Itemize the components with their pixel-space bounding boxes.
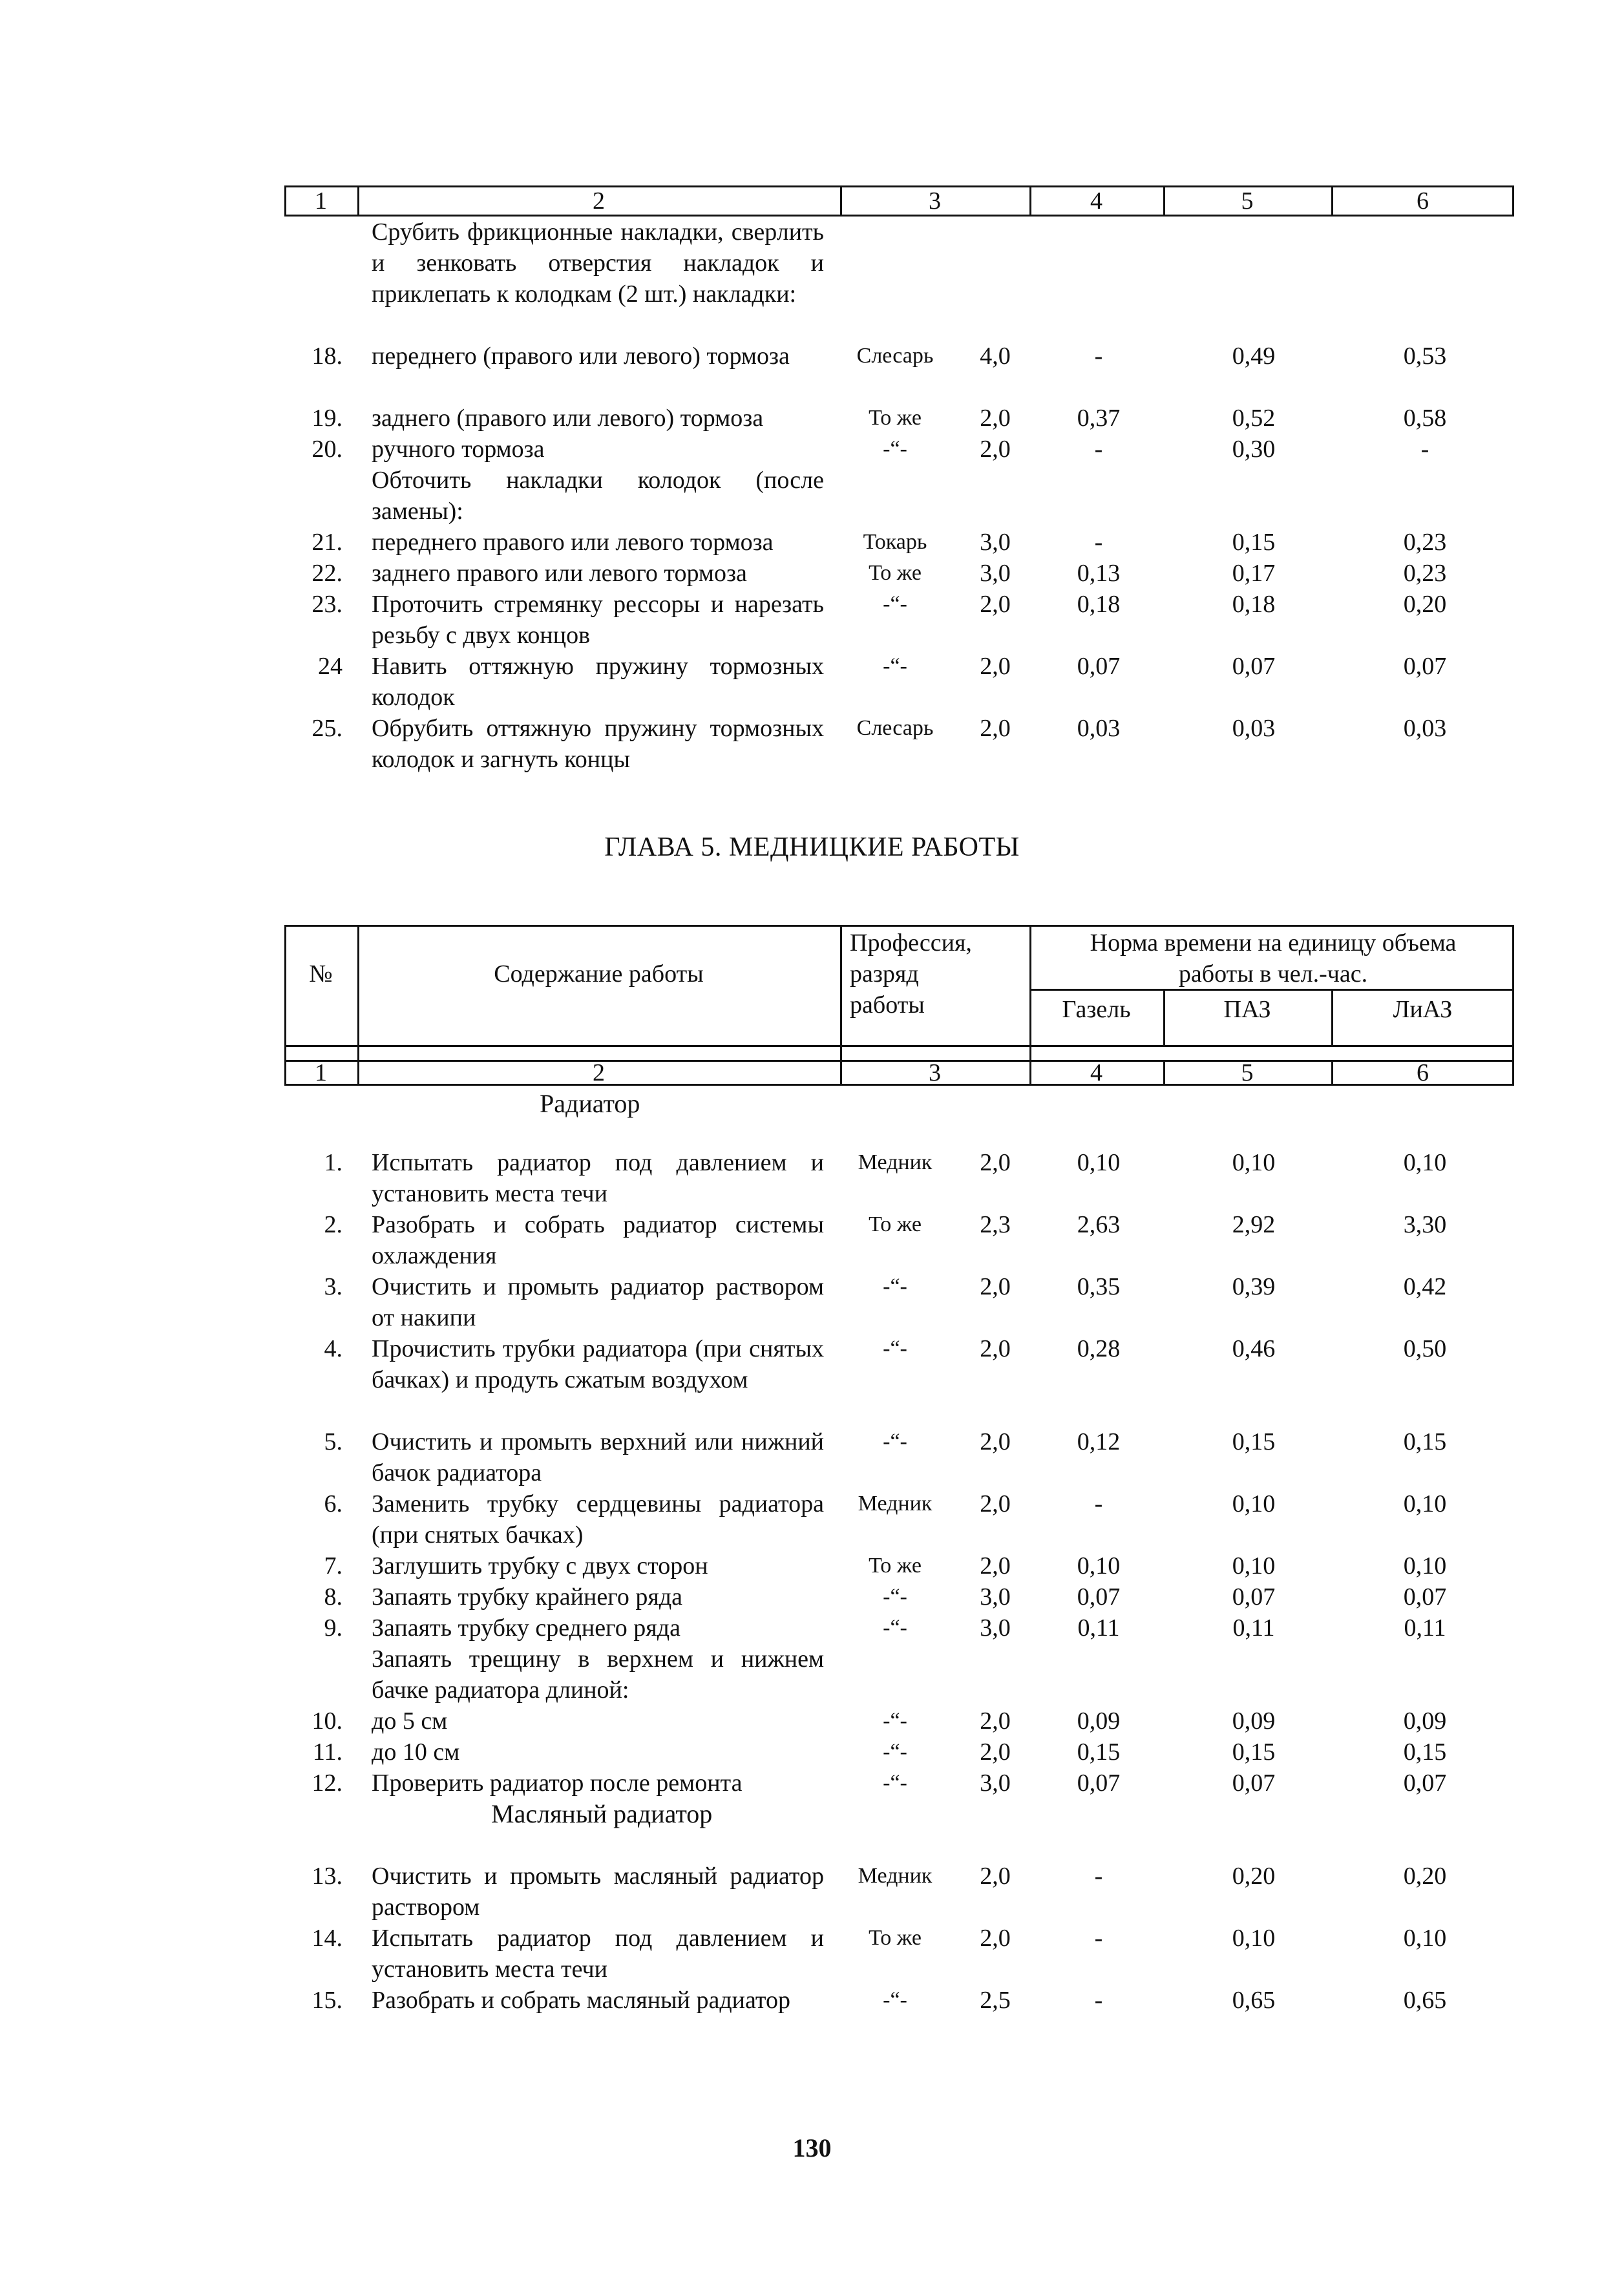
col-number-4: 4 bbox=[1090, 1059, 1102, 1086]
col-number-3: 3 bbox=[929, 187, 941, 215]
row-paz: 0,07 bbox=[1232, 1583, 1276, 1611]
row-profession: -“- bbox=[883, 1988, 907, 2012]
col-number-2: 2 bbox=[593, 1059, 605, 1086]
row-profession: Медник bbox=[858, 1150, 933, 1174]
row-gazel: 0,12 bbox=[1077, 1428, 1121, 1455]
row-liaz: 0,42 bbox=[1403, 1273, 1447, 1300]
row-grade: 2,0 bbox=[980, 1335, 1011, 1362]
row-number: 15. bbox=[311, 1987, 343, 2014]
row-text: Проверить радиатор после ремонта bbox=[372, 1770, 743, 1797]
row-gazel: 0,07 bbox=[1077, 653, 1121, 680]
row-profession: То же bbox=[869, 406, 922, 430]
row-text: переднего правого или левого тормоза bbox=[372, 529, 774, 556]
row-grade: 3,0 bbox=[980, 560, 1011, 587]
row-liaz: 0,20 bbox=[1403, 1863, 1447, 1890]
col-number-4: 4 bbox=[1090, 187, 1102, 215]
row-number: 10. bbox=[311, 1707, 343, 1735]
row-number: 22. bbox=[311, 560, 343, 587]
row-profession: То же bbox=[869, 1554, 922, 1578]
row-grade: 3,0 bbox=[980, 1614, 1011, 1642]
row-liaz: - bbox=[1420, 436, 1429, 463]
chapter-title: ГЛАВА 5. МЕДНИЦКИЕ РАБОТЫ bbox=[604, 832, 1020, 862]
row-profession: Токарь bbox=[863, 530, 927, 554]
row-gazel: - bbox=[1094, 529, 1103, 556]
row-text: Испытать радиатор под давлением и установить места течи bbox=[372, 1925, 824, 1983]
row-text: Заглушить трубку с двух сторон bbox=[372, 1552, 708, 1579]
row-profession: -“- bbox=[883, 1336, 907, 1360]
row-gazel: 0,18 bbox=[1077, 591, 1121, 618]
row-grade: 2,0 bbox=[980, 1738, 1011, 1766]
row-number: 21. bbox=[311, 529, 343, 556]
row-liaz: 0,03 bbox=[1403, 715, 1447, 742]
col-number-3: 3 bbox=[929, 1059, 941, 1086]
row-grade: 2,0 bbox=[980, 591, 1011, 618]
row-liaz: 0,53 bbox=[1403, 343, 1447, 370]
section-title-oil-radiator: Масляный радиатор bbox=[491, 1799, 713, 1828]
row-text: ручного тормоза bbox=[372, 436, 545, 463]
row-liaz: 0,65 bbox=[1403, 1987, 1447, 2014]
row-paz: 0,52 bbox=[1232, 405, 1276, 432]
row-grade: 2,0 bbox=[980, 715, 1011, 742]
row-gazel: 0,03 bbox=[1077, 715, 1121, 742]
header-gazel: Газель bbox=[1062, 996, 1131, 1023]
col-number-5: 5 bbox=[1241, 187, 1254, 215]
row-text: Заменить трубку сердцевины радиатора (при снятых бачках) bbox=[372, 1490, 824, 1548]
row-paz: 0,10 bbox=[1232, 1149, 1276, 1176]
row-grade: 3,0 bbox=[980, 529, 1011, 556]
row-profession: -“- bbox=[883, 1274, 907, 1298]
row-paz: 0,07 bbox=[1232, 653, 1276, 680]
row-paz: 0,09 bbox=[1232, 1707, 1276, 1735]
row-gazel: 0,11 bbox=[1077, 1614, 1120, 1642]
row-paz: 0,17 bbox=[1232, 560, 1276, 587]
row-paz: 0,10 bbox=[1232, 1925, 1276, 1952]
row-number: 19. bbox=[311, 405, 343, 432]
row-profession: -“- bbox=[883, 1616, 907, 1640]
row-text: до 10 см bbox=[372, 1738, 460, 1766]
row-paz: 0,10 bbox=[1232, 1552, 1276, 1579]
page-number: 130 bbox=[792, 2133, 832, 2162]
row-grade: 2,5 bbox=[980, 1987, 1011, 2014]
row-number: 8. bbox=[324, 1583, 343, 1611]
row-paz: 0,39 bbox=[1232, 1273, 1276, 1300]
row-grade: 4,0 bbox=[980, 343, 1011, 370]
row-gazel: - bbox=[1094, 1490, 1103, 1517]
row-text: Навить оттяжную пружину тормозных колодок bbox=[372, 653, 824, 711]
row-gazel: 0,07 bbox=[1077, 1583, 1121, 1611]
row-profession: -“- bbox=[883, 1740, 907, 1764]
row-number: 9. bbox=[324, 1614, 343, 1642]
row-liaz: 0,09 bbox=[1403, 1707, 1447, 1735]
row-gazel: 0,13 bbox=[1077, 560, 1121, 587]
row-text: Обрубить оттяжную пружину тормозных колодок и загнуть концы bbox=[372, 715, 824, 773]
row-profession: -“- bbox=[883, 1585, 907, 1609]
row-gazel: - bbox=[1094, 1987, 1103, 2014]
row-gazel: - bbox=[1094, 436, 1103, 463]
row-text: Срубить фрикционные накладки, сверлить и зенковать отверстия накладок и приклепать к колодкам (2 шт.) накладки: bbox=[372, 218, 824, 308]
row-number: 3. bbox=[324, 1273, 343, 1300]
row-liaz: 0,07 bbox=[1403, 1770, 1447, 1797]
row-grade: 2,0 bbox=[980, 1925, 1011, 1952]
row-profession: -“- bbox=[883, 437, 907, 461]
row-gazel: - bbox=[1094, 343, 1103, 370]
row-grade: 2,0 bbox=[980, 653, 1011, 680]
row-profession: -“- bbox=[883, 592, 907, 616]
row-text: заднего (правого или левого) тормоза bbox=[372, 405, 764, 432]
row-text: заднего правого или левого тормоза bbox=[372, 560, 747, 587]
row-text: до 5 см bbox=[372, 1707, 448, 1735]
row-text: Разобрать и собрать масляный радиатор bbox=[372, 1987, 790, 2014]
row-gazel: - bbox=[1094, 1925, 1103, 1952]
row-liaz: 0,23 bbox=[1403, 560, 1447, 587]
section-title-radiator: Радиатор bbox=[540, 1089, 640, 1118]
row-paz: 0,03 bbox=[1232, 715, 1276, 742]
row-grade: 2,0 bbox=[980, 1149, 1011, 1176]
row-number: 6. bbox=[324, 1490, 343, 1517]
row-text: Запаять трубку среднего ряда bbox=[372, 1614, 680, 1642]
row-paz: 0,46 bbox=[1232, 1335, 1276, 1362]
header-number: № bbox=[309, 960, 333, 988]
row-gazel: 0,35 bbox=[1077, 1273, 1121, 1300]
row-paz: 0,15 bbox=[1232, 1428, 1276, 1455]
row-profession: Слесарь bbox=[856, 716, 934, 740]
row-grade: 2,0 bbox=[980, 436, 1011, 463]
row-text: Очистить и промыть радиатор раствором от накипи bbox=[372, 1273, 824, 1331]
row-text: Очистить и промыть масляный радиатор раствором bbox=[372, 1863, 824, 1921]
row-number: 24 bbox=[318, 653, 343, 680]
row-liaz: 0,10 bbox=[1403, 1149, 1447, 1176]
row-number: 5. bbox=[324, 1428, 343, 1455]
row-paz: 2,92 bbox=[1232, 1211, 1276, 1238]
row-profession: -“- bbox=[883, 1709, 907, 1733]
row-grade: 2,0 bbox=[980, 1863, 1011, 1890]
header-norm: Норма времени на единицу объема работы в чел.-час. bbox=[1090, 929, 1457, 988]
row-liaz: 0,50 bbox=[1403, 1335, 1447, 1362]
row-grade: 2,0 bbox=[980, 1273, 1011, 1300]
row-paz: 0,15 bbox=[1232, 1738, 1276, 1766]
row-paz: 0,30 bbox=[1232, 436, 1276, 463]
row-gazel: - bbox=[1094, 1863, 1103, 1890]
row-liaz: 0,07 bbox=[1403, 653, 1447, 680]
row-liaz: 0,10 bbox=[1403, 1925, 1447, 1952]
row-profession: Слесарь bbox=[856, 344, 934, 368]
row-text: Испытать радиатор под давлением и установить места течи bbox=[372, 1149, 824, 1207]
row-number: 23. bbox=[311, 591, 343, 618]
row-grade: 3,0 bbox=[980, 1583, 1011, 1611]
row-number: 12. bbox=[311, 1770, 343, 1797]
row-profession: -“- bbox=[883, 1430, 907, 1453]
row-number: 13. bbox=[311, 1863, 343, 1890]
row-liaz: 0,11 bbox=[1404, 1614, 1446, 1642]
col-number-5: 5 bbox=[1241, 1059, 1254, 1086]
row-text: Запаять трубку крайнего ряда bbox=[372, 1583, 683, 1611]
row-profession: То же bbox=[869, 1212, 922, 1236]
col-number-2: 2 bbox=[593, 187, 605, 215]
row-grade: 3,0 bbox=[980, 1770, 1011, 1797]
header-profession: Профессия, разряд работы bbox=[850, 929, 972, 1019]
row-profession: -“- bbox=[883, 1771, 907, 1795]
row-liaz: 0,58 bbox=[1403, 405, 1447, 432]
row-liaz: 0,23 bbox=[1403, 529, 1447, 556]
row-profession: -“- bbox=[883, 654, 907, 678]
row-grade: 2,0 bbox=[980, 1707, 1011, 1735]
col-number-1: 1 bbox=[315, 1059, 327, 1086]
row-gazel: 0,15 bbox=[1077, 1738, 1121, 1766]
row-paz: 0,11 bbox=[1232, 1614, 1275, 1642]
row-number: 20. bbox=[311, 436, 343, 463]
row-number: 2. bbox=[324, 1211, 343, 1238]
row-number: 11. bbox=[312, 1738, 343, 1766]
row-liaz: 0,20 bbox=[1403, 591, 1447, 618]
row-profession: То же bbox=[869, 1926, 922, 1950]
col-number-6: 6 bbox=[1417, 1059, 1429, 1086]
row-liaz: 0,15 bbox=[1403, 1738, 1447, 1766]
row-grade: 2,3 bbox=[980, 1211, 1011, 1238]
row-number: 1. bbox=[324, 1149, 343, 1176]
row-paz: 0,20 bbox=[1232, 1863, 1276, 1890]
row-gazel: 0,37 bbox=[1077, 405, 1121, 432]
row-number: 4. bbox=[324, 1335, 343, 1362]
row-liaz: 0,10 bbox=[1403, 1552, 1447, 1579]
row-gazel: 0,28 bbox=[1077, 1335, 1121, 1362]
row-grade: 2,0 bbox=[980, 1428, 1011, 1455]
row-text: переднего (правого или левого) тормоза bbox=[372, 343, 790, 370]
row-liaz: 0,07 bbox=[1403, 1583, 1447, 1611]
row-gazel: 0,07 bbox=[1077, 1770, 1121, 1797]
row-liaz: 3,30 bbox=[1403, 1211, 1447, 1238]
row-grade: 2,0 bbox=[980, 1490, 1011, 1517]
row-text: Прочистить трубки радиатора (при снятых бачках) и продуть сжатым воздухом bbox=[372, 1335, 824, 1393]
header-content: Содержание работы bbox=[494, 960, 704, 988]
header-liaz: ЛиАЗ bbox=[1393, 996, 1453, 1023]
row-profession: Медник bbox=[858, 1864, 933, 1888]
row-number: 25. bbox=[311, 715, 343, 742]
row-liaz: 0,15 bbox=[1403, 1428, 1447, 1455]
row-number: 18. bbox=[311, 343, 343, 370]
row-paz: 0,07 bbox=[1232, 1770, 1276, 1797]
row-paz: 0,15 bbox=[1232, 529, 1276, 556]
row-gazel: 0,10 bbox=[1077, 1149, 1121, 1176]
row-text: Запаять трещину в верхнем и нижнем бачке радиатора длиной: bbox=[372, 1645, 824, 1704]
row-text: Обточить накладки колодок (после замены): bbox=[372, 467, 824, 525]
row-liaz: 0,10 bbox=[1403, 1490, 1447, 1517]
row-text: Разобрать и собрать радиатор системы охлаждения bbox=[372, 1211, 824, 1269]
row-gazel: 0,09 bbox=[1077, 1707, 1121, 1735]
divider bbox=[284, 1045, 1514, 1047]
header-paz: ПАЗ bbox=[1223, 996, 1271, 1023]
row-paz: 0,10 bbox=[1232, 1490, 1276, 1517]
row-paz: 0,18 bbox=[1232, 591, 1276, 618]
row-paz: 0,65 bbox=[1232, 1987, 1276, 2014]
row-gazel: 0,10 bbox=[1077, 1552, 1121, 1579]
row-text: Очистить и промыть верхний или нижний бачок радиатора bbox=[372, 1428, 824, 1486]
row-profession: То же bbox=[869, 561, 922, 585]
row-number: 14. bbox=[311, 1925, 343, 1952]
row-gazel: 2,63 bbox=[1077, 1211, 1121, 1238]
row-number: 7. bbox=[324, 1552, 343, 1579]
row-grade: 2,0 bbox=[980, 1552, 1011, 1579]
row-text: Проточить стремянку рессоры и нарезать резьбу с двух концов bbox=[372, 591, 824, 649]
col-number-1: 1 bbox=[315, 187, 327, 215]
row-profession: Медник bbox=[858, 1492, 933, 1516]
row-grade: 2,0 bbox=[980, 405, 1011, 432]
row-paz: 0,49 bbox=[1232, 343, 1276, 370]
col-number-6: 6 bbox=[1417, 187, 1429, 215]
